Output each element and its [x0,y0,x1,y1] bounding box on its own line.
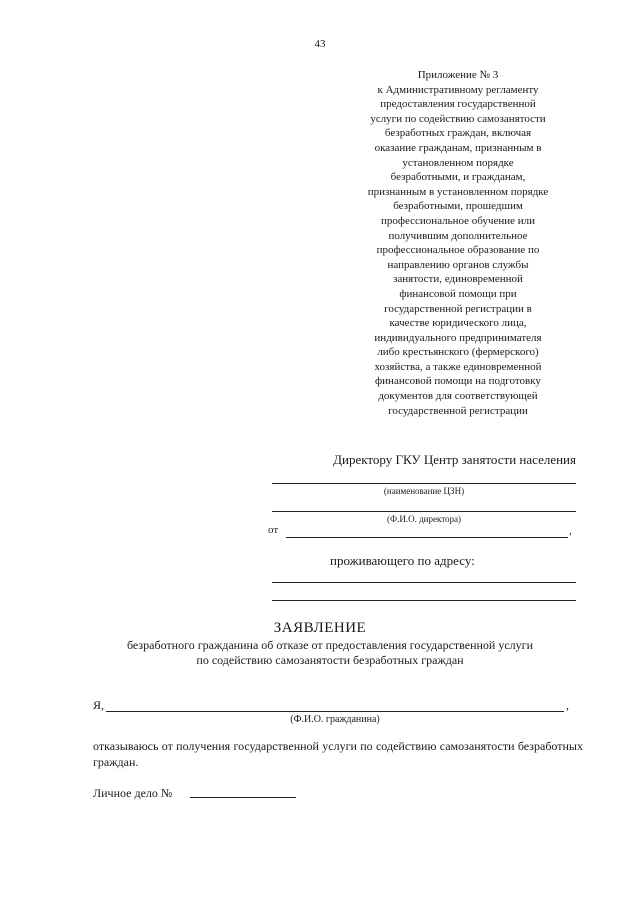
applicant-comma: , [566,698,569,712]
appendix-line: услуги по содействию самозанятости [370,112,546,125]
appendix-line: к Административному регламенту [377,83,539,96]
appendix-line: безработными, прошедшим [393,200,523,213]
applicant-caption: (Ф.И.О. гражданина) [290,714,380,725]
appendix-line: финансовой помощи на подготовку [375,375,541,388]
appendix-line: финансовой помощи при [399,287,517,300]
appendix-line: признанным в установленном порядке [367,185,549,198]
appendix-line: безработными, и гражданам, [390,171,526,184]
appendix-line: индивидуального предпринимателя [374,331,542,344]
appendix-line: государственной регистрации в [384,302,532,315]
appendix-line: государственной регистрации [388,404,528,417]
appendix-line: направлению органов службы [387,258,529,271]
appendix-header [338,68,578,418]
appendix-line: хозяйства, а также единовременной [374,360,542,373]
from-label: от [268,524,279,536]
page-number: 43 [314,38,326,50]
czn-name-field[interactable] [272,483,576,484]
appendix-line: оказание гражданам, признанным в [374,141,542,154]
document-subtitle [60,638,600,668]
appendix-line: установленном порядке [402,156,514,169]
appendix-line: безработных граждан, включая [384,127,532,140]
appendix-line: профессиональное обучение или [380,214,536,227]
appendix-line: либо крестьянского (фермерского) [377,346,539,359]
from-comma: , [569,525,572,537]
appendix-line: профессиональное образование по [376,244,540,257]
applicant-prefix: Я, [93,698,105,712]
appendix-line: предоставления государственной [380,98,536,111]
addressee-title: Директору ГКУ Центр занятости населения [333,452,576,467]
appendix-line: Приложение № 3 [417,69,499,81]
refusal-text: отказываюсь от получения государственной услуги по содействию самозанятости безработных граждан. [93,739,583,769]
applicant-name-field[interactable] [106,711,564,712]
personal-file-number-field[interactable] [190,797,296,798]
document-title: ЗАЯВЛЕНИЕ [273,620,367,636]
appendix-line: документов для соответствующей [378,390,538,403]
appendix-line: занятости, единовременной [393,273,523,286]
address-field-1[interactable] [272,582,576,583]
address-label: проживающего по адресу: [330,553,475,568]
address-field-2[interactable] [272,600,576,601]
subtitle-line: безработного гражданина об отказе от предоставления государственной услуги [126,638,533,652]
czn-name-caption: (наименование ЦЗН) [383,486,465,496]
appendix-line: получившим дополнительное [388,229,528,242]
personal-file-label: Личное дело № [93,786,173,800]
director-name-field[interactable] [272,511,576,512]
subtitle-line: по содействию самозанятости безработных граждан [196,653,464,667]
director-name-caption: (Ф.И.О. директора) [386,514,462,524]
from-name-field[interactable] [286,537,568,538]
appendix-line: качестве юридического лица, [389,317,527,330]
